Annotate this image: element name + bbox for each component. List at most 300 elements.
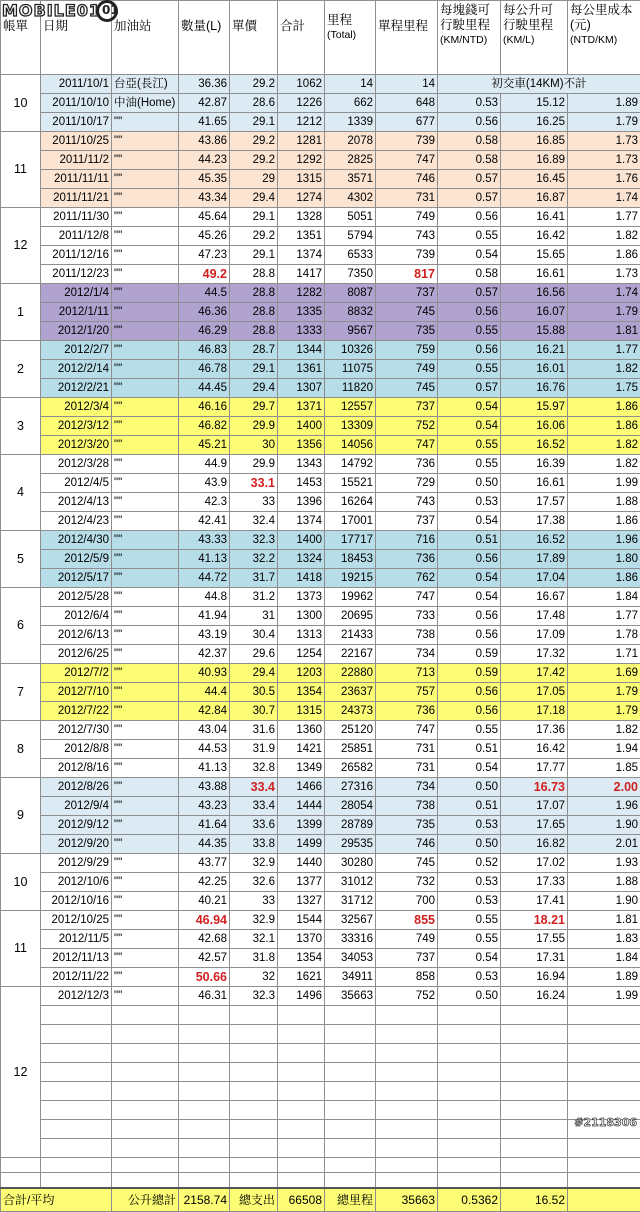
empty-cell	[376, 1139, 438, 1158]
cell-kml: 16.45	[501, 170, 568, 189]
period-label: 7	[1, 664, 41, 721]
empty-cell	[41, 1006, 112, 1025]
cell-price: 29.1	[230, 246, 278, 265]
table-row	[1, 569, 640, 588]
watermark-logo: MOBILE01	[2, 1, 101, 20]
empty-cell	[501, 1139, 568, 1158]
cell-odo: 662	[325, 94, 376, 113]
cell-cost: 1.99	[568, 474, 640, 493]
cell-qty: 43.86	[179, 132, 230, 151]
cell-qty: 42.84	[179, 702, 230, 721]
empty-cell	[438, 1006, 501, 1025]
cell-kml: 16.61	[501, 474, 568, 493]
cell-total: 1374	[278, 512, 325, 531]
cell-trip: 743	[376, 227, 438, 246]
cell-total: 1374	[278, 246, 325, 265]
cell-station: ""	[112, 645, 179, 664]
cell-kmntd: 0.52	[438, 854, 501, 873]
empty-cell	[568, 1044, 640, 1063]
cell-station: ""	[112, 721, 179, 740]
table-row	[1, 550, 640, 569]
cell-station: ""	[112, 930, 179, 949]
watermark-tag: #2118306	[574, 1116, 637, 1129]
cell-qty: 43.34	[179, 189, 230, 208]
header-odometer-sub: (Total)	[327, 28, 373, 43]
cell-qty: 43.77	[179, 854, 230, 873]
cell-trip: 738	[376, 626, 438, 645]
cell-trip: 745	[376, 854, 438, 873]
cell-kml: 16.89	[501, 151, 568, 170]
cell-total: 1343	[278, 455, 325, 474]
cell-price: 32.2	[230, 550, 278, 569]
cell-total: 1496	[278, 987, 325, 1006]
cell-kml: 16.24	[501, 987, 568, 1006]
cell-station: ""	[112, 569, 179, 588]
cell-date: 2011/12/8	[41, 227, 112, 246]
cell-qty: 43.9	[179, 474, 230, 493]
cell-price: 29.7	[230, 398, 278, 417]
cell-total: 1544	[278, 911, 325, 930]
cell-trip: 731	[376, 759, 438, 778]
cell-kmntd: 0.51	[438, 797, 501, 816]
empty-cell	[179, 1063, 230, 1082]
cell-price: 31.6	[230, 721, 278, 740]
cell-total: 1324	[278, 550, 325, 569]
cell-price: 33.4	[230, 797, 278, 816]
empty-cell	[438, 1063, 501, 1082]
cell-kmntd: 0.57	[438, 189, 501, 208]
cell-date: 2012/4/30	[41, 531, 112, 550]
cell-qty: 41.94	[179, 607, 230, 626]
cell-trip: 747	[376, 151, 438, 170]
cell-kmntd: 0.56	[438, 341, 501, 360]
cell-price: 32	[230, 968, 278, 987]
cell-kmntd: 0.55	[438, 455, 501, 474]
empty-cell	[230, 1120, 278, 1139]
table-row	[1, 493, 640, 512]
cell-cost: 1.96	[568, 531, 640, 550]
cell-kml: 17.18	[501, 702, 568, 721]
cell-kml: 16.07	[501, 303, 568, 322]
cell-trip: 757	[376, 683, 438, 702]
cell-kml: 17.57	[501, 493, 568, 512]
cell-price: 31.8	[230, 949, 278, 968]
cell-odo: 19962	[325, 588, 376, 607]
cell-total: 1254	[278, 645, 325, 664]
table-row	[1, 417, 640, 436]
cell-cost: 1.99	[568, 987, 640, 1006]
header-period: 帳單	[1, 1, 41, 75]
cell-date: 2012/10/16	[41, 892, 112, 911]
table-row	[1, 949, 640, 968]
cell-kmntd: 0.53	[438, 493, 501, 512]
empty-cell	[179, 1120, 230, 1139]
cell-station: ""	[112, 132, 179, 151]
summary-row	[1, 1188, 640, 1212]
cell-total: 1466	[278, 778, 325, 797]
cell-station: ""	[112, 341, 179, 360]
cell-kmntd: 0.56	[438, 683, 501, 702]
cell-kmntd: 0.55	[438, 360, 501, 379]
cell-trip: 736	[376, 702, 438, 721]
empty-cell	[112, 1101, 179, 1120]
cell-cost: 1.75	[568, 379, 640, 398]
empty-cell	[179, 1044, 230, 1063]
cell-kmntd: 0.59	[438, 664, 501, 683]
empty-row	[1, 1044, 640, 1063]
cell-cost: 1.74	[568, 284, 640, 303]
cell-qty: 44.8	[179, 588, 230, 607]
empty-cell	[501, 1025, 568, 1044]
cell-total: 1062	[278, 75, 325, 94]
cell-kml: 17.55	[501, 930, 568, 949]
header-total: 合計	[278, 1, 325, 75]
cell-qty: 46.82	[179, 417, 230, 436]
cell-kml: 17.05	[501, 683, 568, 702]
empty-cell	[501, 1120, 568, 1139]
table-row	[1, 683, 640, 702]
cell-station: ""	[112, 949, 179, 968]
header-km-per-ntd	[438, 1, 501, 75]
empty-cell	[230, 1044, 278, 1063]
cell-qty: 42.3	[179, 493, 230, 512]
cell-kml: 17.77	[501, 759, 568, 778]
cell-date: 2012/8/8	[41, 740, 112, 759]
empty-cell	[230, 1025, 278, 1044]
cell-cost: 1.93	[568, 854, 640, 873]
empty-cell	[376, 1082, 438, 1101]
cell-trip: 749	[376, 930, 438, 949]
cell-cost: 1.83	[568, 930, 640, 949]
summary-liters-label: 公升總計	[112, 1188, 179, 1212]
cell-kmntd: 0.54	[438, 398, 501, 417]
cell-cost: 1.73	[568, 265, 640, 284]
cell-kml: 17.02	[501, 854, 568, 873]
table-row	[1, 113, 640, 132]
cell-kmntd: 0.57	[438, 170, 501, 189]
summary-km-per-ntd: 0.5362	[438, 1188, 501, 1212]
cell-total: 1282	[278, 284, 325, 303]
cell-kmntd: 0.56	[438, 702, 501, 721]
cell-date: 2012/1/11	[41, 303, 112, 322]
cell-trip: 736	[376, 550, 438, 569]
cell-station: ""	[112, 531, 179, 550]
cell-kml: 16.82	[501, 835, 568, 854]
cell-odo: 22167	[325, 645, 376, 664]
cell-cost: 1.79	[568, 113, 640, 132]
cell-station: ""	[112, 265, 179, 284]
cell-cost: 1.90	[568, 892, 640, 911]
cell-kml: 16.56	[501, 284, 568, 303]
table-row	[1, 455, 640, 474]
empty-cell	[112, 1063, 179, 1082]
table-row	[1, 246, 640, 265]
cell-date: 2012/3/20	[41, 436, 112, 455]
cell-qty: 46.78	[179, 360, 230, 379]
cell-qty: 42.37	[179, 645, 230, 664]
cell-price: 29.6	[230, 645, 278, 664]
empty-cell	[179, 1139, 230, 1158]
cell-odo: 5051	[325, 208, 376, 227]
table-row	[1, 911, 640, 930]
cell-price: 30.4	[230, 626, 278, 645]
empty-cell	[568, 1006, 640, 1025]
cell-cost: 1.76	[568, 170, 640, 189]
cell-odo: 13309	[325, 417, 376, 436]
cell-price: 29.9	[230, 455, 278, 474]
cell-station: 中油(Home)	[112, 94, 179, 113]
table-row	[1, 835, 640, 854]
empty-cell	[278, 1120, 325, 1139]
cell-price: 29	[230, 170, 278, 189]
cell-cost: 1.77	[568, 607, 640, 626]
cell-cost: 2.00	[568, 778, 640, 797]
cell-odo: 26582	[325, 759, 376, 778]
empty-row	[1, 1101, 640, 1120]
period-label: 1	[1, 284, 41, 341]
cell-station: ""	[112, 417, 179, 436]
cell-cost: 1.79	[568, 702, 640, 721]
cell-station: 台亞(長江)	[112, 75, 179, 94]
cell-qty: 41.13	[179, 550, 230, 569]
cell-kml: 17.65	[501, 816, 568, 835]
empty-row	[1, 1006, 640, 1025]
cell-total: 1274	[278, 189, 325, 208]
cell-odo: 15521	[325, 474, 376, 493]
cell-odo: 31012	[325, 873, 376, 892]
cell-odo: 34053	[325, 949, 376, 968]
table-row	[1, 132, 640, 151]
cell-kmntd: 0.57	[438, 284, 501, 303]
empty-cell	[325, 1063, 376, 1082]
summary-liters: 2158.74	[179, 1188, 230, 1212]
cell-trip: 745	[376, 303, 438, 322]
empty-cell	[112, 1006, 179, 1025]
empty-row	[1, 1063, 640, 1082]
period-label: 10	[1, 75, 41, 132]
cell-station: ""	[112, 208, 179, 227]
cell-odo: 14792	[325, 455, 376, 474]
cell-price: 32.9	[230, 854, 278, 873]
cell-date: 2012/10/25	[41, 911, 112, 930]
cell-kmntd: 0.56	[438, 626, 501, 645]
cell-date: 2012/5/17	[41, 569, 112, 588]
cell-date: 2012/2/21	[41, 379, 112, 398]
logo-ring-icon: 01	[96, 0, 118, 22]
empty-cell	[179, 1082, 230, 1101]
cell-total: 1373	[278, 588, 325, 607]
cell-total: 1344	[278, 341, 325, 360]
empty-row	[1, 1025, 640, 1044]
cell-trip: 713	[376, 664, 438, 683]
cell-price: 29.2	[230, 151, 278, 170]
table-row	[1, 303, 640, 322]
empty-cell	[501, 1063, 568, 1082]
table-row	[1, 170, 640, 189]
cell-date: 2012/9/12	[41, 816, 112, 835]
cell-price: 28.8	[230, 303, 278, 322]
cell-kmntd: 0.53	[438, 892, 501, 911]
cell-odo: 2825	[325, 151, 376, 170]
cell-price: 29.4	[230, 664, 278, 683]
empty-cell	[376, 1101, 438, 1120]
period-label: 4	[1, 455, 41, 531]
cell-kmntd: 0.51	[438, 531, 501, 550]
empty-cell	[438, 1139, 501, 1158]
empty-cell	[230, 1063, 278, 1082]
cell-qty: 44.4	[179, 683, 230, 702]
cell-kml: 17.38	[501, 512, 568, 531]
cell-trip: 743	[376, 493, 438, 512]
cell-odo: 16264	[325, 493, 376, 512]
cell-station: ""	[112, 284, 179, 303]
cell-total: 1421	[278, 740, 325, 759]
period-label: 5	[1, 531, 41, 588]
cell-total: 1453	[278, 474, 325, 493]
cell-kml: 15.97	[501, 398, 568, 417]
cell-total: 1621	[278, 968, 325, 987]
cell-kmntd: 0.55	[438, 436, 501, 455]
cell-total: 1371	[278, 398, 325, 417]
cell-trip: 700	[376, 892, 438, 911]
cell-kml: 17.32	[501, 645, 568, 664]
cell-station: ""	[112, 778, 179, 797]
period-label: 8	[1, 721, 41, 778]
empty-cell	[325, 1101, 376, 1120]
cell-station: ""	[112, 493, 179, 512]
empty-cell	[41, 1063, 112, 1082]
cell-station: ""	[112, 740, 179, 759]
empty-cell	[376, 1044, 438, 1063]
empty-cell	[41, 1120, 112, 1139]
cell-odo: 34911	[325, 968, 376, 987]
cell-cost: 1.86	[568, 417, 640, 436]
cell-qty: 46.83	[179, 341, 230, 360]
cell-price: 33	[230, 892, 278, 911]
empty-row	[1, 1082, 640, 1101]
cell-kml: 17.31	[501, 949, 568, 968]
cell-total: 1360	[278, 721, 325, 740]
cell-date: 2012/4/23	[41, 512, 112, 531]
empty-cell	[325, 1139, 376, 1158]
table-row	[1, 968, 640, 987]
cell-price: 29.2	[230, 75, 278, 94]
cell-qty: 36.36	[179, 75, 230, 94]
table-row	[1, 322, 640, 341]
cell-odo: 28789	[325, 816, 376, 835]
table-row	[1, 189, 640, 208]
cell-kml: 17.42	[501, 664, 568, 683]
cell-kml: 15.12	[501, 94, 568, 113]
table-row	[1, 151, 640, 170]
cell-trip: 749	[376, 360, 438, 379]
cell-station: ""	[112, 246, 179, 265]
empty-cell	[41, 1025, 112, 1044]
header-km-per-l	[501, 1, 568, 75]
cell-trip: 746	[376, 835, 438, 854]
cell-cost: 1.77	[568, 341, 640, 360]
cell-odo: 12557	[325, 398, 376, 417]
cell-trip: 734	[376, 778, 438, 797]
cell-odo: 8832	[325, 303, 376, 322]
cell-station: ""	[112, 759, 179, 778]
cell-qty: 45.21	[179, 436, 230, 455]
cell-cost: 1.69	[568, 664, 640, 683]
summary-spend: 66508	[278, 1188, 325, 1212]
summary-label: 合計/平均	[1, 1188, 112, 1212]
empty-cell	[230, 1082, 278, 1101]
cell-trip: 731	[376, 189, 438, 208]
empty-cell	[438, 1082, 501, 1101]
cell-date: 2011/10/1	[41, 75, 112, 94]
empty-cell	[438, 1025, 501, 1044]
cell-cost: 1.82	[568, 455, 640, 474]
mobile01-watermark	[0, 0, 128, 26]
period-label: 2	[1, 341, 41, 398]
cell-total: 1499	[278, 835, 325, 854]
header-km-per-l-label: 每公升可行駛里程	[503, 3, 565, 33]
cell-station: ""	[112, 702, 179, 721]
cell-kml: 16.06	[501, 417, 568, 436]
cell-kmntd: 0.50	[438, 835, 501, 854]
cell-date: 2012/6/25	[41, 645, 112, 664]
header-km-per-ntd-label: 每塊錢可行駛里程	[440, 3, 498, 33]
table-row	[1, 531, 640, 550]
empty-cell	[325, 1082, 376, 1101]
cell-kmntd: 0.53	[438, 968, 501, 987]
cell-cost: 1.81	[568, 911, 640, 930]
cell-trip: 716	[376, 531, 438, 550]
cell-total: 1361	[278, 360, 325, 379]
table-row	[1, 664, 640, 683]
cell-qty: 49.2	[179, 265, 230, 284]
cell-qty: 41.64	[179, 816, 230, 835]
cell-kmntd: 0.56	[438, 113, 501, 132]
cell-odo: 23637	[325, 683, 376, 702]
cell-date: 2012/7/30	[41, 721, 112, 740]
cell-odo: 17001	[325, 512, 376, 531]
empty-cell	[41, 1082, 112, 1101]
cell-qty: 42.41	[179, 512, 230, 531]
empty-cell	[325, 1025, 376, 1044]
cell-price: 29.1	[230, 360, 278, 379]
empty-cell	[568, 1025, 640, 1044]
table-row	[1, 512, 640, 531]
cell-qty: 42.57	[179, 949, 230, 968]
cell-total: 1399	[278, 816, 325, 835]
cell-date: 2012/8/26	[41, 778, 112, 797]
cell-odo: 11820	[325, 379, 376, 398]
cell-price: 30.5	[230, 683, 278, 702]
empty-cell	[501, 1101, 568, 1120]
cell-trip: 736	[376, 455, 438, 474]
cell-kmntd: 0.59	[438, 645, 501, 664]
cell-trip: 746	[376, 170, 438, 189]
table-row	[1, 740, 640, 759]
empty-cell	[501, 1006, 568, 1025]
cell-station: ""	[112, 892, 179, 911]
cell-odo: 8087	[325, 284, 376, 303]
cell-kmntd: 0.55	[438, 322, 501, 341]
cell-odo: 31712	[325, 892, 376, 911]
cell-odo: 25851	[325, 740, 376, 759]
empty-cell	[179, 1025, 230, 1044]
empty-cell	[278, 1082, 325, 1101]
header-date: 日期	[41, 1, 112, 75]
cell-total: 1281	[278, 132, 325, 151]
cell-station: ""	[112, 474, 179, 493]
cell-odo: 14	[325, 75, 376, 94]
